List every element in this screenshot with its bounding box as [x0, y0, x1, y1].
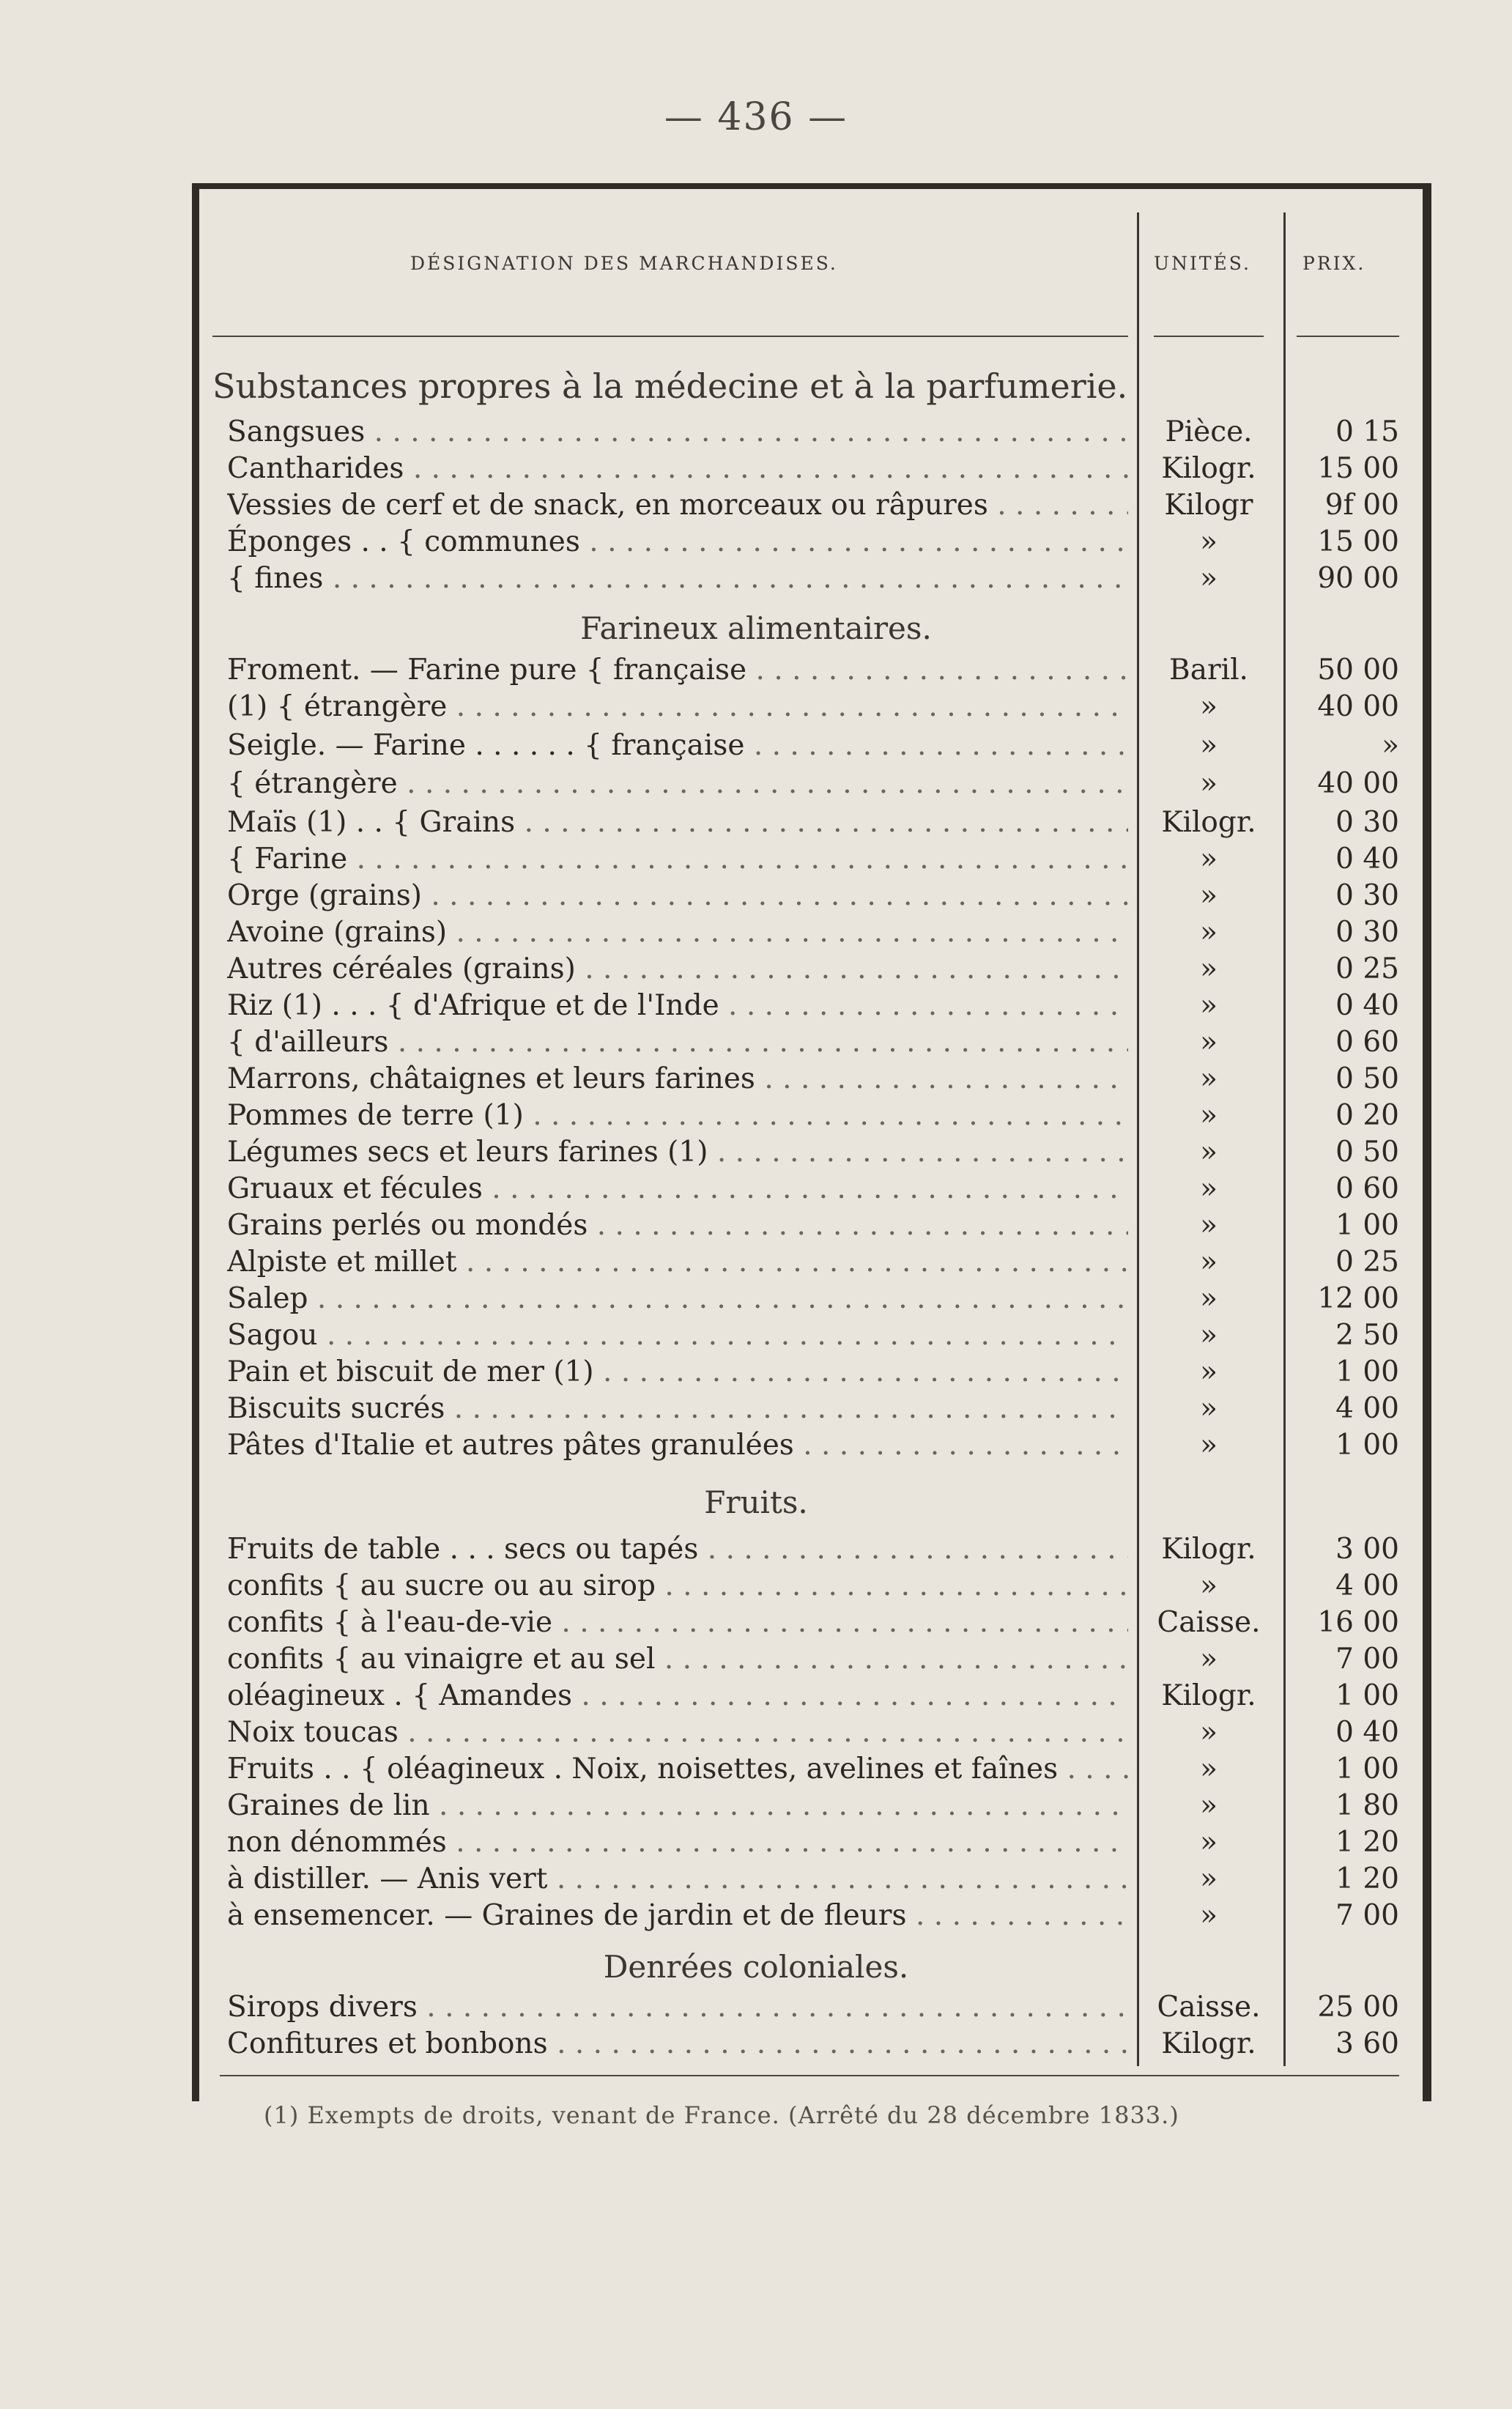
row-unit: »: [1200, 1282, 1218, 1315]
row-unit: »: [1200, 729, 1218, 762]
table-row: [0, 1751, 1512, 1788]
row-unit: Kilogr.: [1161, 806, 1256, 839]
row-price: 25 00: [1317, 1991, 1399, 2024]
row-price: 0 25: [1335, 1246, 1399, 1278]
table-row: [0, 487, 1512, 524]
table-row: [0, 2026, 1512, 2062]
row-designation: à ensemencer. — Graines de jardin et de fleurs . . .: [227, 1898, 1128, 1934]
row-price: 4 00: [1335, 1569, 1399, 1602]
header-prix: PRIX.: [1302, 253, 1366, 274]
row-price: 0 30: [1335, 806, 1399, 839]
table-row: [0, 1824, 1512, 1861]
row-unit: »: [1200, 952, 1218, 985]
header-rule-price: [1297, 336, 1399, 337]
row-price: 1 00: [1335, 1753, 1399, 1786]
table-row: [0, 1861, 1512, 1898]
table-row: [0, 766, 1512, 802]
row-designation: Pain et biscuit de mer (1) . . .: [227, 1354, 1128, 1391]
row-price: 0 30: [1335, 916, 1399, 949]
row-unit: »: [1200, 1899, 1218, 1932]
row-designation: Salep . . .: [227, 1281, 1128, 1317]
page-number: — 436 —: [664, 95, 848, 139]
row-unit: Kilogr.: [1161, 1533, 1256, 1566]
row-unit: »: [1200, 562, 1218, 595]
row-designation: Légumes secs et leurs farines (1) . . .: [227, 1134, 1128, 1171]
row-unit: »: [1200, 1392, 1218, 1425]
row-unit: Kilogr: [1164, 489, 1253, 522]
row-unit: »: [1200, 1246, 1218, 1278]
row-unit: »: [1200, 1099, 1218, 1132]
row-price: 15 00: [1317, 452, 1399, 485]
row-unit: Kilogr.: [1161, 1679, 1256, 1712]
row-designation: Grains perlés ou mondés . . .: [227, 1207, 1128, 1244]
row-price: 1 00: [1335, 1209, 1399, 1242]
row-designation: Pâtes d'Italie et autres pâtes granulées . . .: [227, 1427, 1128, 1464]
table-row: [0, 1989, 1512, 2026]
row-price: 1 00: [1335, 1429, 1399, 1462]
row-price: 1 00: [1335, 1679, 1399, 1712]
table-row: [0, 1427, 1512, 1464]
row-designation: Pommes de terre (1) . . .: [227, 1098, 1128, 1134]
row-designation: Sirops divers . . .: [227, 1989, 1128, 2026]
row-unit: »: [1200, 1716, 1218, 1749]
row-price: 1 80: [1335, 1789, 1399, 1822]
row-designation: Alpiste et millet . . .: [227, 1244, 1128, 1281]
row-designation: { d'ailleurs . . .: [227, 1024, 1128, 1061]
table-row: [0, 1317, 1512, 1354]
row-designation: Graines de lin . . .: [227, 1788, 1128, 1824]
table-row: [0, 988, 1512, 1024]
row-designation: non dénommés . . .: [227, 1824, 1128, 1861]
table-row: [0, 1641, 1512, 1678]
section-medecine: Substances propres à la médecine et à la parfumerie.: [212, 366, 1128, 406]
row-price: 7 00: [1335, 1643, 1399, 1676]
row-price: 3 60: [1335, 2027, 1399, 2060]
row-price: 0 40: [1335, 989, 1399, 1022]
row-designation: Maïs (1) . . { Grains . . .: [227, 804, 1128, 841]
row-designation: Orge (grains) . . .: [227, 878, 1128, 914]
row-unit: »: [1200, 1862, 1218, 1895]
table-row: [0, 1531, 1512, 1568]
row-unit: Pièce.: [1165, 415, 1253, 448]
row-unit: »: [1200, 1026, 1218, 1059]
row-unit: »: [1200, 1172, 1218, 1205]
row-unit: »: [1200, 525, 1218, 558]
section-fruits: Fruits.: [704, 1484, 808, 1520]
row-unit: Caisse.: [1157, 1606, 1261, 1639]
row-price: 50 00: [1317, 654, 1399, 687]
row-price: 9f 00: [1324, 489, 1399, 522]
section-denrees: Denrées coloniales.: [603, 1949, 909, 1985]
table-row: [0, 728, 1512, 764]
row-designation: confits { au vinaigre et au sel . . .: [227, 1641, 1128, 1678]
footnote: (1) Exempts de droits, venant de France. (Arrêté du 28 décembre 1833.): [264, 2101, 1179, 2129]
table-row: [0, 1354, 1512, 1391]
row-unit: »: [1200, 843, 1218, 876]
row-unit: Baril.: [1169, 654, 1248, 687]
table-row: [0, 1605, 1512, 1641]
table-row: [0, 804, 1512, 841]
table-row: [0, 524, 1512, 560]
section-farineux: Farineux alimentaires.: [580, 610, 932, 646]
row-price: 40 00: [1317, 767, 1399, 800]
row-unit: »: [1200, 1062, 1218, 1095]
table-row: [0, 1061, 1512, 1098]
row-unit: »: [1200, 989, 1218, 1022]
row-unit: »: [1200, 1429, 1218, 1462]
row-unit: »: [1200, 1753, 1218, 1786]
table-row: [0, 1098, 1512, 1134]
row-designation: { fines . . .: [227, 560, 1128, 597]
header-rule-units: [1154, 336, 1264, 337]
table-row: [0, 560, 1512, 597]
row-price: 0 40: [1335, 1716, 1399, 1749]
row-unit: »: [1200, 879, 1218, 912]
row-price: 0 30: [1335, 879, 1399, 912]
table-row: [0, 1134, 1512, 1171]
row-unit: »: [1200, 1209, 1218, 1242]
table-row: [0, 1391, 1512, 1427]
row-price: 1 20: [1335, 1862, 1399, 1895]
row-designation: oléagineux . { Amandes . . .: [227, 1678, 1128, 1714]
row-unit: »: [1200, 1826, 1218, 1859]
row-unit: »: [1200, 1569, 1218, 1602]
row-designation: Confitures et bonbons . . .: [227, 2026, 1128, 2062]
table-row: [0, 1678, 1512, 1714]
row-unit: Kilogr.: [1161, 2027, 1256, 2060]
row-price: 0 15: [1335, 415, 1399, 448]
row-price: 16 00: [1317, 1606, 1399, 1639]
row-designation: Éponges . . { communes . . .: [227, 524, 1128, 560]
row-unit: »: [1200, 1136, 1218, 1169]
row-designation: (1) { étrangère . . .: [227, 689, 1128, 725]
row-price: 1 20: [1335, 1826, 1399, 1859]
row-price: 3 00: [1335, 1533, 1399, 1566]
row-price: 12 00: [1317, 1282, 1399, 1315]
row-designation: Froment. — Farine pure { française . . .: [227, 652, 1128, 689]
row-price: 0 60: [1335, 1172, 1399, 1205]
row-unit: »: [1200, 1355, 1218, 1388]
table-row: [0, 1244, 1512, 1281]
table-row: [0, 652, 1512, 689]
row-price: 90 00: [1317, 562, 1399, 595]
row-unit: »: [1200, 690, 1218, 723]
row-designation: Gruaux et fécules . . .: [227, 1171, 1128, 1207]
row-price: 7 00: [1335, 1899, 1399, 1932]
row-unit: »: [1200, 1789, 1218, 1822]
table-row: [0, 1568, 1512, 1605]
header-designation: DÉSIGNATION DES MARCHANDISES.: [410, 253, 838, 274]
row-price: 0 60: [1335, 1026, 1399, 1059]
table-row: [0, 1714, 1512, 1751]
header-unites: UNITÉS.: [1154, 253, 1251, 274]
table-row: [0, 1207, 1512, 1244]
row-unit: Caisse.: [1157, 1991, 1261, 2024]
row-designation: Marrons, châtaignes et leurs farines . . .: [227, 1061, 1128, 1098]
table-row: [0, 914, 1512, 951]
row-designation: Autres céréales (grains) . . .: [227, 951, 1128, 988]
row-unit: »: [1200, 767, 1218, 800]
table-bottom-rule: [220, 2075, 1399, 2076]
row-designation: Sagou . . .: [227, 1317, 1128, 1354]
row-price: 15 00: [1317, 525, 1399, 558]
row-price: 0 25: [1335, 952, 1399, 985]
row-designation: Avoine (grains) . . .: [227, 914, 1128, 951]
row-designation: Sangsues . . .: [227, 414, 1128, 451]
row-unit: »: [1200, 1643, 1218, 1676]
row-designation: à distiller. — Anis vert . . .: [227, 1861, 1128, 1898]
row-price: 0 50: [1335, 1136, 1399, 1169]
row-designation: Riz (1) . . . { d'Afrique et de l'Inde . . .: [227, 988, 1128, 1024]
row-unit: »: [1200, 916, 1218, 949]
row-unit: Kilogr.: [1161, 452, 1256, 485]
row-designation: Fruits . . { oléagineux . Noix, noisettes, avelines et faînes . . .: [227, 1751, 1128, 1788]
table-row: [0, 689, 1512, 725]
row-designation: Cantharides . . .: [227, 451, 1128, 487]
table-row: [0, 1281, 1512, 1317]
row-designation: Biscuits sucrés . . .: [227, 1391, 1128, 1427]
row-price: 0 40: [1335, 843, 1399, 876]
row-designation: { étrangère . . .: [227, 766, 1128, 802]
row-price: »: [1382, 729, 1399, 762]
row-price: 2 50: [1335, 1319, 1399, 1352]
row-price: 0 50: [1335, 1062, 1399, 1095]
row-designation: Noix toucas . . .: [227, 1714, 1128, 1751]
row-designation: Seigle. — Farine . . . . . . { française . . .: [227, 728, 1128, 764]
row-price: 40 00: [1317, 690, 1399, 723]
row-unit: »: [1200, 1319, 1218, 1352]
table-row: [0, 1788, 1512, 1824]
header-rule: [212, 336, 1128, 337]
row-designation: confits { au sucre ou au sirop . . .: [227, 1568, 1128, 1605]
table-row: [0, 451, 1512, 487]
table-row: [0, 1898, 1512, 1934]
table-row: [0, 1024, 1512, 1061]
row-designation: confits { à l'eau-de-vie . . .: [227, 1605, 1128, 1641]
row-price: 0 20: [1335, 1099, 1399, 1132]
table-row: [0, 414, 1512, 451]
row-price: 4 00: [1335, 1392, 1399, 1425]
row-designation: { Farine . . .: [227, 841, 1128, 878]
table-row: [0, 878, 1512, 914]
table-row: [0, 841, 1512, 878]
row-price: 1 00: [1335, 1355, 1399, 1388]
row-designation: Vessies de cerf et de snack, en morceaux ou râpures . . .: [227, 487, 1128, 524]
table-row: [0, 951, 1512, 988]
table-row: [0, 1171, 1512, 1207]
row-designation: Fruits de table . . . secs ou tapés . . .: [227, 1531, 1128, 1568]
